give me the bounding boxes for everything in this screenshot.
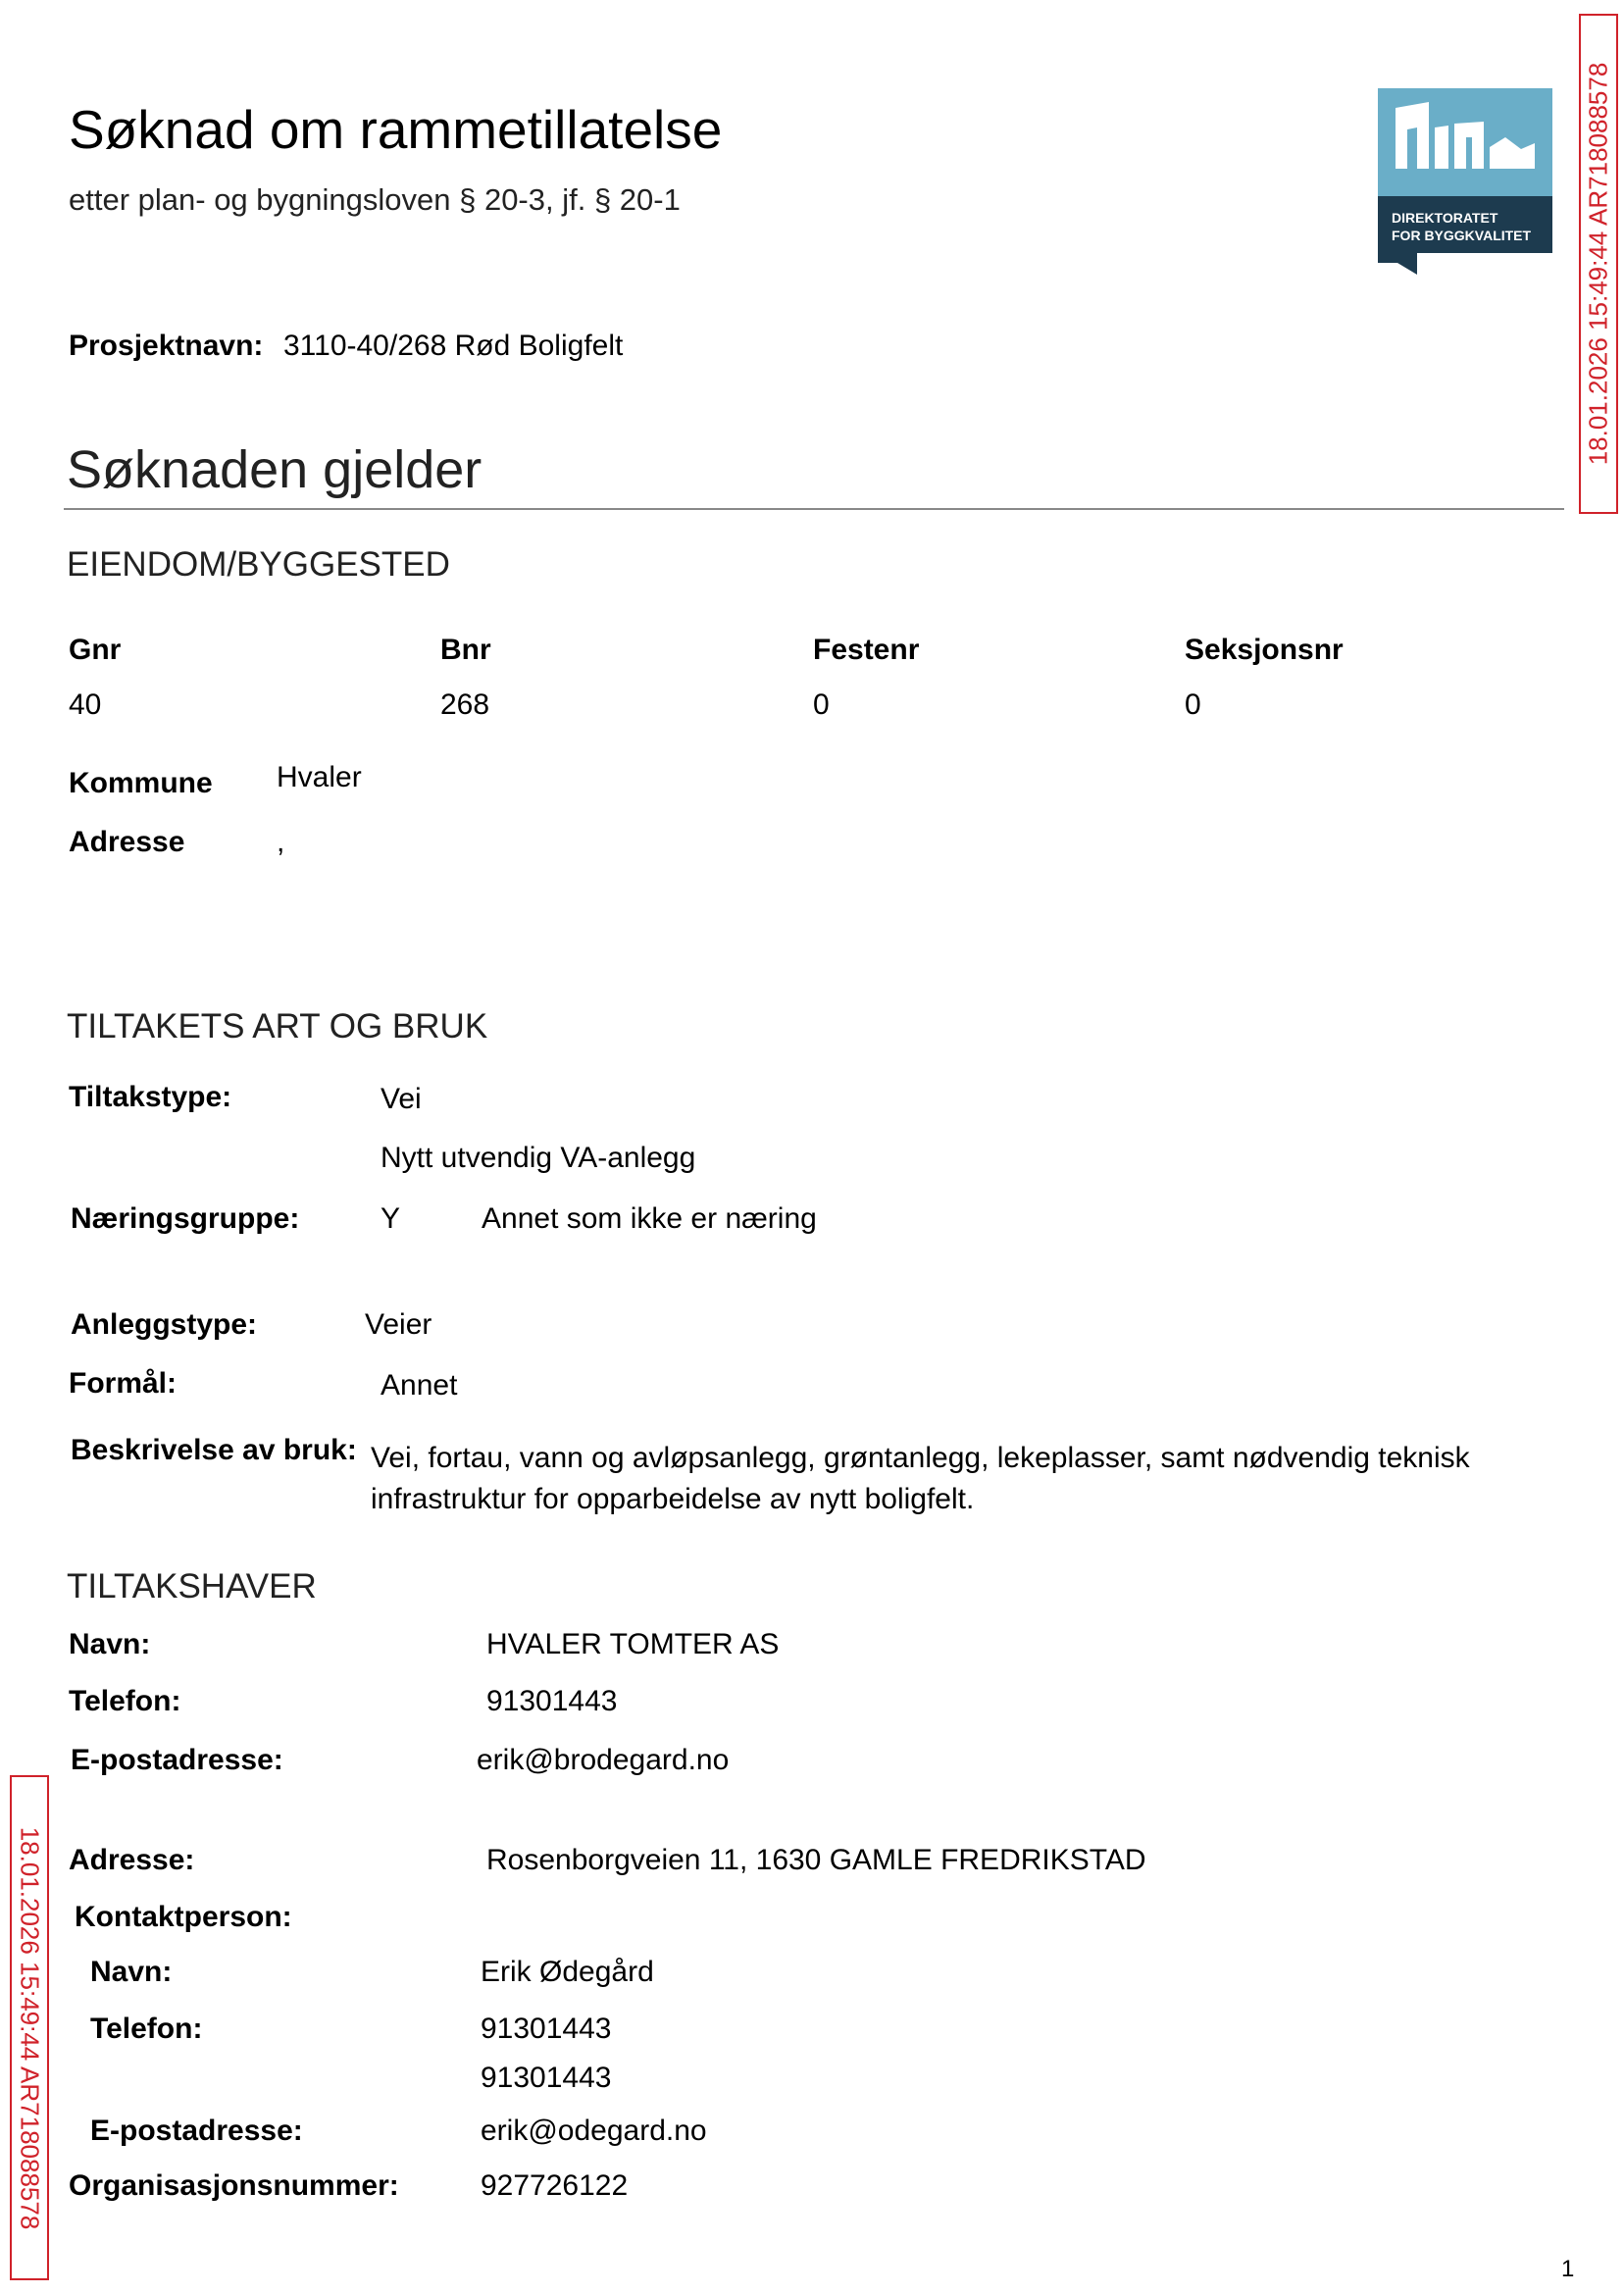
adresse-value: ,: [277, 826, 285, 858]
seksjonsnr-value: 0: [1185, 688, 1201, 721]
gnr-value: 40: [69, 688, 102, 721]
owner-name-value: HVALER TOMTER AS: [486, 1628, 780, 1660]
org-number-value: 927726122: [481, 2169, 629, 2202]
contact-phone-value-1: 91301443: [481, 2013, 612, 2045]
contact-phone-value-2: 91301443: [481, 2062, 612, 2094]
project-name-label: Prosjektnavn:: [69, 330, 264, 362]
logo-text-line2: FOR BYGGKVALITET: [1392, 228, 1532, 243]
owner-name-label: Navn:: [69, 1628, 151, 1660]
anleggstype-label: Anleggstype:: [71, 1308, 258, 1341]
document-subtitle: etter plan- og bygningsloven § 20-3, jf. § 20-1: [69, 182, 681, 217]
tiltakstype-value-1: Vei: [381, 1083, 422, 1115]
anleggstype-value: Veier: [365, 1308, 432, 1341]
festenr-label: Festenr: [813, 634, 920, 666]
bnr-label: Bnr: [440, 634, 491, 666]
stamp-text: 18.01.2026 15:49:44 AR718088578: [15, 1826, 45, 2229]
contact-person-label: Kontaktperson:: [75, 1901, 292, 1933]
section-heading-applies: Søknaden gjelder: [67, 440, 482, 499]
owner-phone-label: Telefon:: [69, 1685, 181, 1717]
formal-value: Annet: [381, 1369, 458, 1402]
owner-email-label: E-postadresse:: [71, 1744, 283, 1776]
formal-label: Formål:: [69, 1367, 178, 1400]
owner-phone-value: 91301443: [486, 1685, 618, 1717]
page-number: 1: [1561, 2256, 1575, 2282]
stamp-text: 18.01.2026 15:49:44 AR718088578: [1583, 62, 1613, 466]
tiltakstype-label: Tiltakstype:: [69, 1081, 232, 1113]
owner-address-value: Rosenborgveien 11, 1630 GAMLE FREDRIKSTAD: [486, 1844, 1146, 1876]
contact-name-value: Erik Ødegård: [481, 1956, 654, 1988]
owner-email-value: erik@brodegard.no: [477, 1744, 730, 1776]
kommune-value: Hvaler: [277, 761, 362, 793]
kommune-label: Kommune: [69, 767, 213, 799]
naeringsgruppe-code: Y: [381, 1202, 401, 1235]
section-divider: [64, 508, 1564, 510]
contact-email-value: erik@odegard.no: [481, 2115, 707, 2147]
owner-address-label: Adresse:: [69, 1844, 195, 1876]
seksjonsnr-label: Seksjonsnr: [1185, 634, 1344, 666]
beskrivelse-value: Vei, fortau, vann og avløpsanlegg, grøntanlegg, lekeplasser, samt nødvendig teknisk infrastruktur for opparbeidelse av nytt boligfelt.: [371, 1442, 1470, 1515]
contact-email-label: E-postadresse:: [90, 2115, 303, 2147]
dibk-logo: [1378, 88, 1552, 275]
tiltakstype-value-2: Nytt utvendig VA-anlegg: [381, 1142, 696, 1174]
naeringsgruppe-value: Annet som ikke er næring: [482, 1202, 817, 1235]
section-heading-measure: TILTAKETS ART OG BRUK: [67, 1007, 488, 1045]
naeringsgruppe-label: Næringsgruppe:: [71, 1202, 300, 1235]
gnr-label: Gnr: [69, 634, 122, 666]
logo-text-line1: DIREKTORATET: [1392, 210, 1498, 226]
festenr-value: 0: [813, 688, 830, 721]
bnr-value: 268: [440, 688, 490, 721]
project-name-value: 3110-40/268 Rød Boligfelt: [283, 330, 624, 362]
date-stamp-bottom: [10, 1775, 49, 2280]
date-stamp-top: [1579, 14, 1618, 514]
beskrivelse-label: Beskrivelse av bruk:: [71, 1434, 357, 1466]
document-title: Søknad om rammetillatelse: [69, 99, 723, 160]
org-number-label: Organisasjonsnummer:: [69, 2169, 399, 2202]
section-heading-owner: TILTAKSHAVER: [67, 1567, 317, 1606]
section-heading-property: EIENDOM/BYGGESTED: [67, 545, 450, 584]
contact-phone-label: Telefon:: [90, 2013, 203, 2045]
adresse-label: Adresse: [69, 826, 185, 858]
contact-name-label: Navn:: [90, 1956, 173, 1988]
